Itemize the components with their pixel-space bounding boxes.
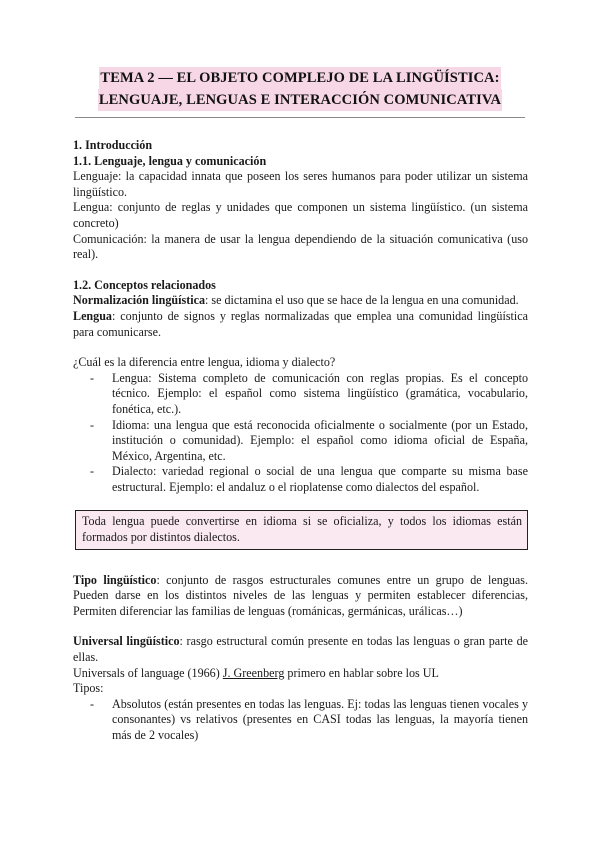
normalizacion-text: : se dictamina el uso que se hace de la lengua en una comunidad. [205, 293, 519, 308]
difference-question: ¿Cuál es la diferencia entre lengua, idioma y dialecto? [73, 355, 336, 370]
dash-bullet: - [90, 464, 95, 479]
universal-linguistico-definition [73, 634, 528, 665]
document-title [75, 67, 525, 111]
source-author: J. Greenberg [222, 665, 285, 680]
highlight-note-box [75, 510, 528, 549]
lenguaje-definition: Lenguaje: la capacidad innata que poseen los seres humanos para poder utilizar un sistema lingüístico. [73, 169, 528, 199]
list-item-text: Absolutos (están presentes en todas las lenguas. Ej: todas las lenguas tienen vocales y consonantes) vs relativos (presentes en CASI todas las lenguas, la mayoría tienen más de 2 vocales) [112, 696, 528, 742]
note-text: Toda lengua puede convertirse en idioma si se oficializa, y todos los idiomas están formados por distintos dialectos. [82, 514, 522, 545]
title-line-2: LENGUAJE, LENGUAS E INTERACCIÓN COMUNICATIVA [98, 89, 502, 111]
title-line-1: TEMA 2 — EL OBJETO COMPLEJO DE LA LINGÜÍSTICA: [99, 67, 500, 89]
source-suffix: primero en hablar sobre los UL [284, 665, 439, 680]
title-divider [75, 117, 525, 118]
list-item-text: Dialecto: variedad regional o social de una lengua que comparte su misma base estructural. Ejemplo: el andaluz o el rioplatense como dialectos del español. [112, 464, 528, 494]
comunicacion-definition: Comunicación: la manera de usar la lengua dependiendo de la situación comunicativa (uso real). [73, 231, 528, 262]
list-item-text: Lengua: Sistema completo de comunicación con reglas propias. Es el concepto técnico. Ejemplo: el español como sistema lingüístico (gramática, vocabulario, fonética, etc.). [112, 370, 528, 416]
document-body [73, 138, 528, 744]
tipos-list [73, 697, 528, 744]
tipos-label: Tipos: [73, 681, 104, 696]
tipo-linguistico-text: : conjunto de rasgos estructurales comunes entre un grupo de lenguas. Pueden darse en los distintos niveles de las lenguas y permiten establecer diferencias, Permiten diferenciar las familias de lenguas (románicas, germánicas, urálicas…) [73, 572, 528, 618]
section-1-2-heading: 1.2. Conceptos relacionados [73, 277, 216, 292]
universals-source [73, 666, 528, 682]
universal-linguistico-term: Universal lingüístico [73, 634, 180, 649]
normalizacion-definition [73, 293, 528, 309]
dash-bullet: - [90, 370, 95, 385]
dash-bullet: - [90, 696, 95, 711]
list-item [73, 418, 528, 465]
normalizacion-term: Normalización lingüística [73, 293, 206, 308]
difference-list [73, 371, 528, 496]
lengua-text: : conjunto de signos y reglas normalizadas que emplea una comunidad lingüística para comunicarse. [73, 308, 528, 339]
tipo-linguistico-definition [73, 573, 528, 620]
list-item [73, 371, 528, 418]
lengua-term: Lengua [73, 308, 112, 323]
tipo-linguistico-term: Tipo lingüístico [73, 572, 157, 587]
list-item [73, 697, 528, 744]
source-prefix: Universals of language (1966) [73, 665, 223, 680]
universal-linguistico-text: : rasgo estructural común presente en todas las lenguas o gran parte de ellas. [73, 634, 528, 665]
list-item [73, 464, 528, 495]
section-1-heading: 1. Introducción [73, 138, 153, 152]
dash-bullet: - [90, 417, 95, 432]
list-item-text: Idioma: una lengua que está reconocida oficialmente o socialmente (por un Estado, institución o comunidad). Ejemplo: el español como idioma oficial de España, México, Argentina, etc. [112, 417, 528, 463]
lengua-signos-definition [73, 309, 528, 340]
lengua-definition: Lengua: conjunto de reglas y unidades que componen un sistema lingüístico. (un sistema concreto) [73, 200, 528, 230]
section-1-1-heading: 1.1. Lenguaje, lengua y comunicación [73, 153, 267, 168]
